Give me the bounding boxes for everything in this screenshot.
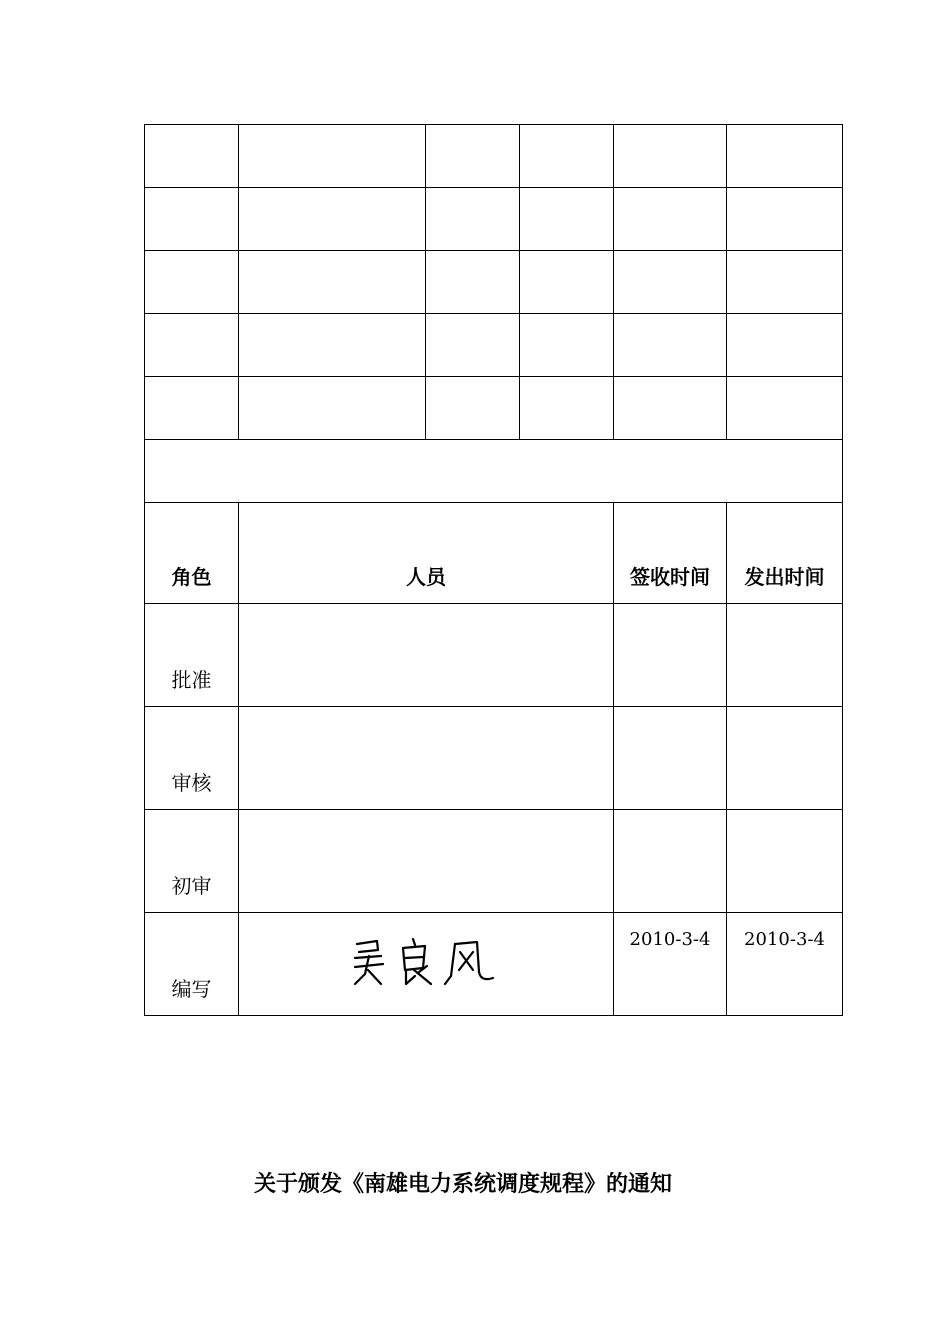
- header-received-time: 签收时间: [614, 503, 727, 604]
- signature-cell: [239, 913, 614, 1016]
- role-label-author: 编写: [145, 913, 239, 1016]
- blank-cell: [145, 125, 239, 188]
- blank-cell: [520, 377, 614, 440]
- personnel-cell: [239, 707, 614, 810]
- issued-time-cell: [727, 604, 843, 707]
- issued-time-cell: [727, 707, 843, 810]
- blank-cell: [426, 125, 520, 188]
- blank-cell: [426, 314, 520, 377]
- blank-cell: [614, 377, 727, 440]
- blank-cell: [614, 125, 727, 188]
- blank-row: [145, 251, 843, 314]
- table-row: [145, 810, 843, 913]
- notice-title: 关于颁发《南雄电力系统调度规程》的通知: [253, 1172, 672, 1197]
- blank-cell: [145, 251, 239, 314]
- blank-cell: [426, 377, 520, 440]
- table-row: [145, 604, 843, 707]
- blank-cell: [239, 377, 426, 440]
- blank-cell: [727, 125, 843, 188]
- blank-cell: [426, 251, 520, 314]
- received-time-cell: [614, 810, 727, 913]
- blank-row: [145, 125, 843, 188]
- header-role: 角色: [145, 503, 239, 604]
- blank-cell: [727, 251, 843, 314]
- blank-cell: [614, 188, 727, 251]
- blank-cell: [239, 188, 426, 251]
- header-row: [145, 503, 843, 604]
- blank-cell: [239, 125, 426, 188]
- header-personnel: 人员: [239, 503, 614, 604]
- handwritten-signature: [351, 936, 501, 992]
- blank-cell: [614, 314, 727, 377]
- blank-row: [145, 377, 843, 440]
- received-time-cell: 2010-3-4: [614, 913, 727, 1016]
- blank-cell: [426, 188, 520, 251]
- blank-cell: [520, 251, 614, 314]
- blank-row: [145, 314, 843, 377]
- blank-cell: [239, 251, 426, 314]
- blank-cell: [145, 314, 239, 377]
- received-time-cell: [614, 707, 727, 810]
- blank-cell: [614, 251, 727, 314]
- blank-cell: [145, 377, 239, 440]
- blank-cell: [145, 188, 239, 251]
- personnel-cell: [239, 810, 614, 913]
- blank-cell: [520, 125, 614, 188]
- blank-cell: [727, 314, 843, 377]
- role-label-preliminary-review: 初审: [145, 810, 239, 913]
- role-label-review: 审核: [145, 707, 239, 810]
- section-spacer-row: [145, 440, 843, 503]
- blank-cell: [727, 188, 843, 251]
- document-control-table: [144, 124, 843, 1016]
- table-row: [145, 913, 843, 1016]
- header-issued-time: 发出时间: [727, 503, 843, 604]
- blank-cell: [520, 188, 614, 251]
- table-row: [145, 707, 843, 810]
- role-label-approve: 批准: [145, 604, 239, 707]
- section-spacer-cell: [145, 440, 843, 503]
- blank-row: [145, 188, 843, 251]
- blank-cell: [239, 314, 426, 377]
- blank-cell: [727, 377, 843, 440]
- received-time-cell: [614, 604, 727, 707]
- blank-cell: [520, 314, 614, 377]
- issued-time-cell: 2010-3-4: [727, 913, 843, 1016]
- issued-time-cell: [727, 810, 843, 913]
- signature-name: [426, 992, 427, 993]
- personnel-cell: [239, 604, 614, 707]
